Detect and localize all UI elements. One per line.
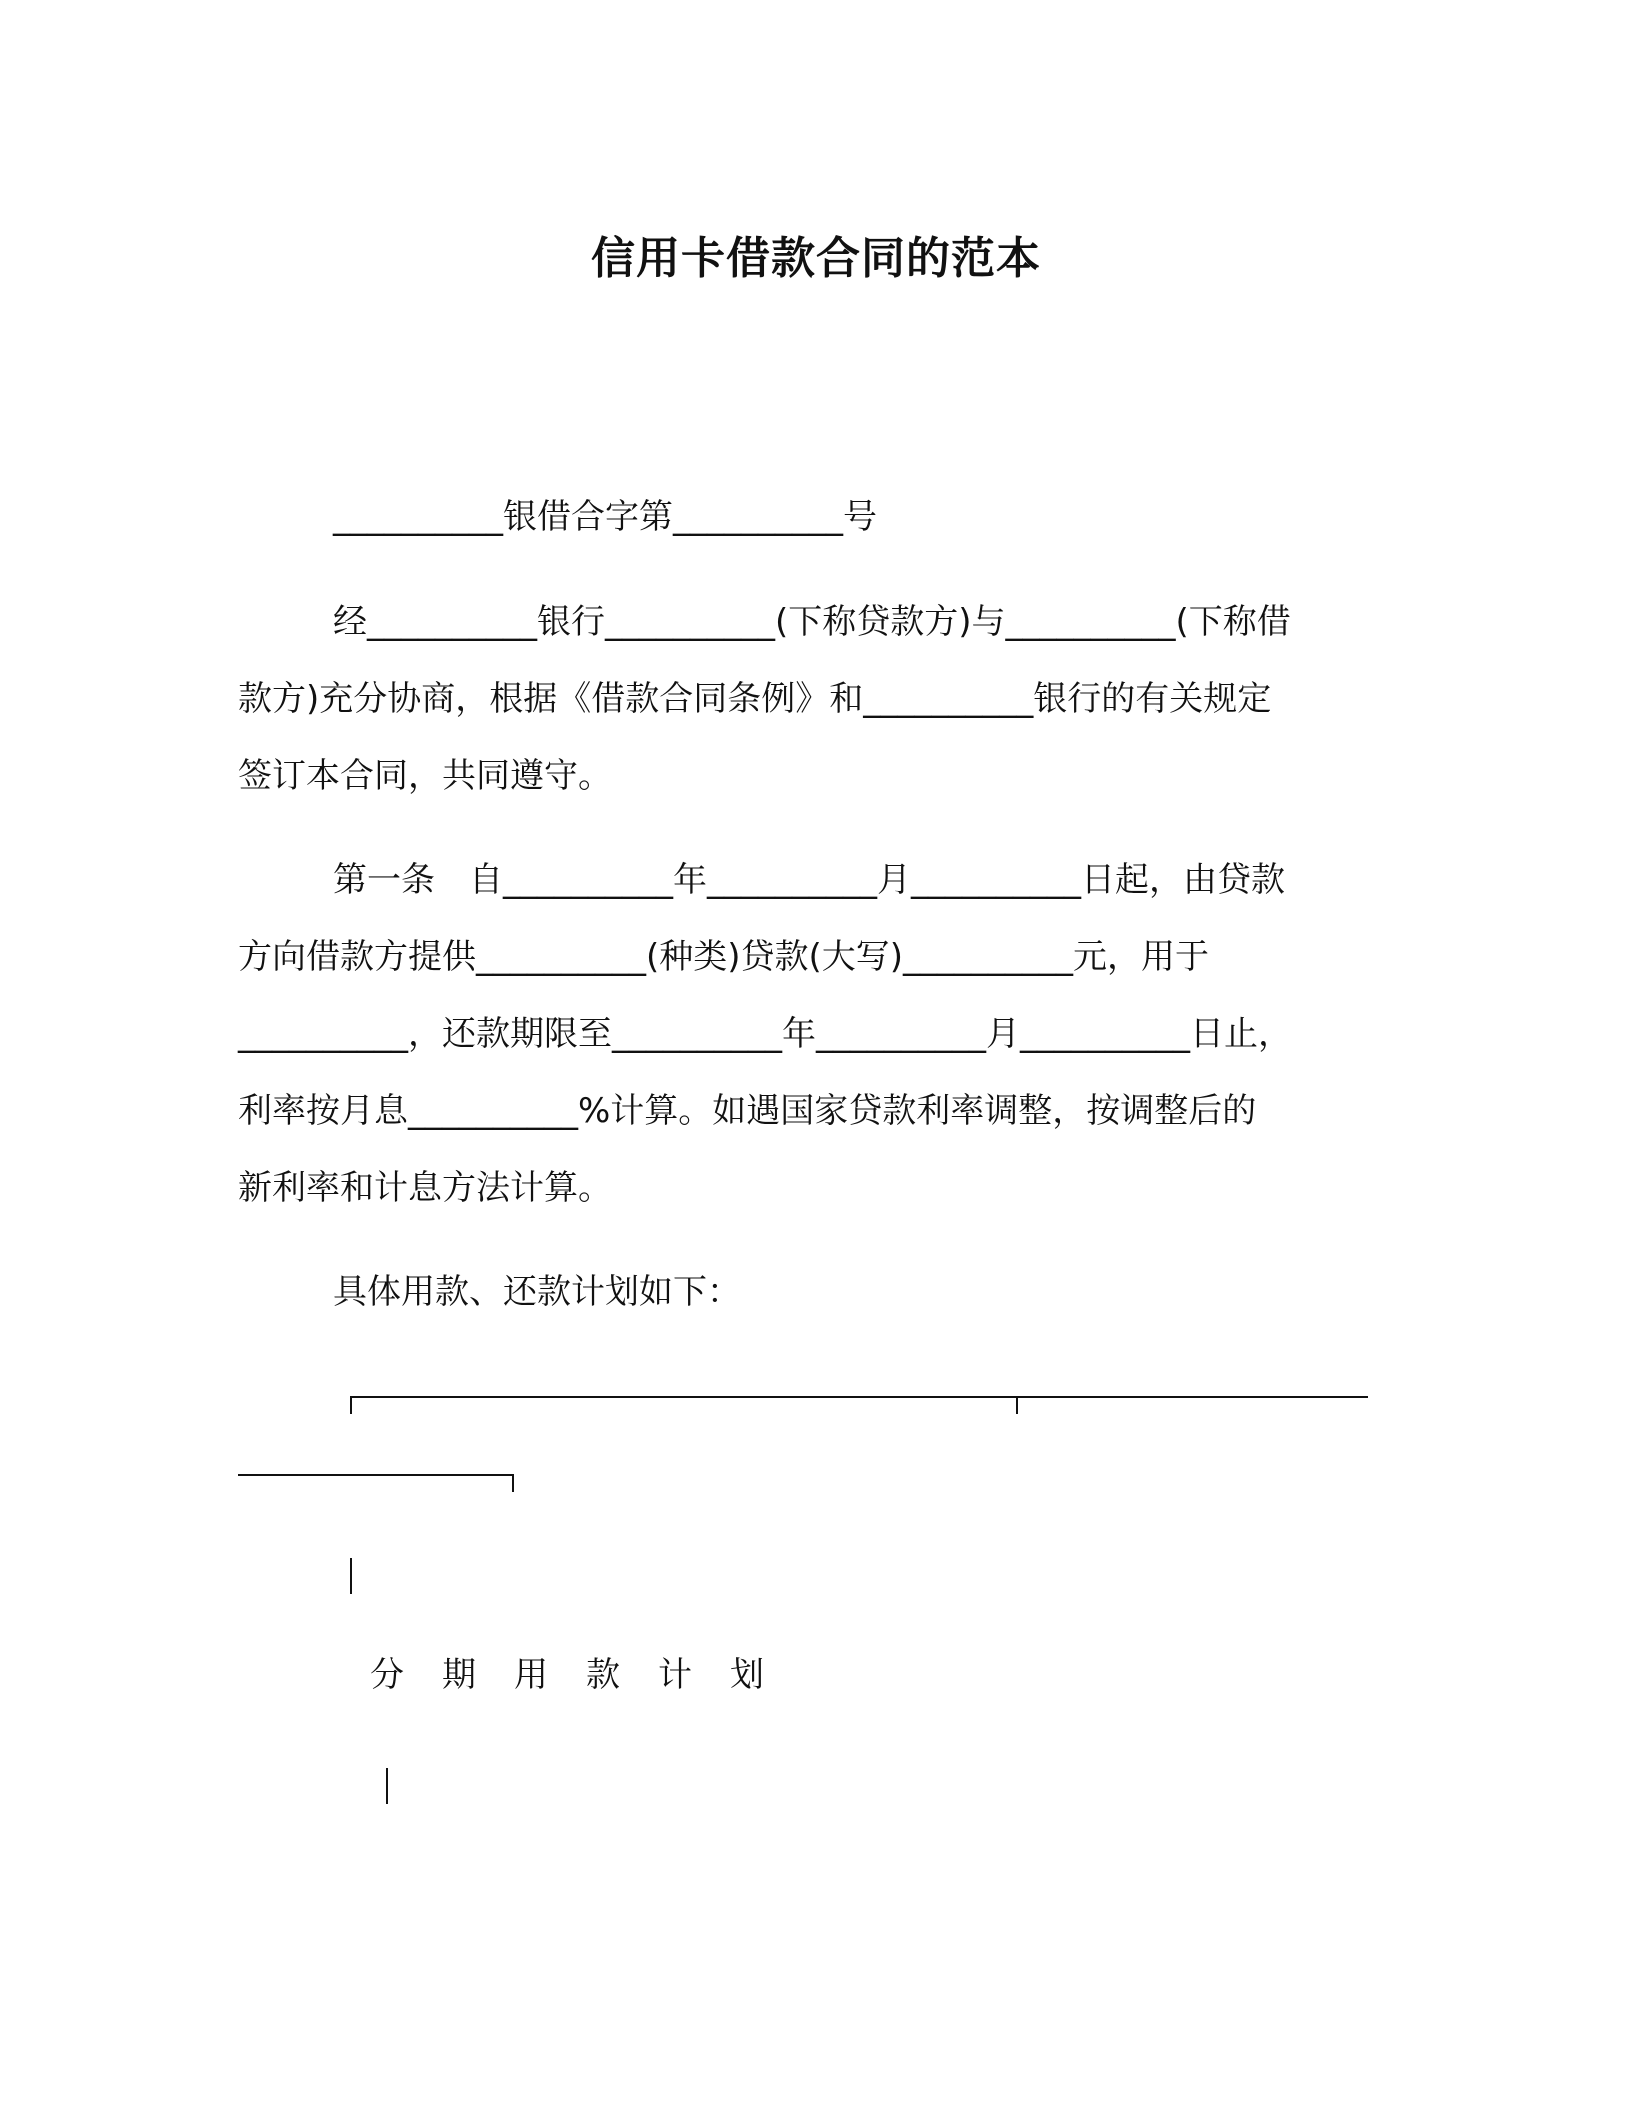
article-one-line-4: 利率按月息__________%计算。如遇国家贷款利率调整，按调整后的 (238, 1091, 1257, 1131)
article-one-line-3: __________，还款期限至__________年__________月__________日止， (238, 1014, 1292, 1054)
plan-intro-line: 具体用款、还款计划如下： (333, 1272, 741, 1312)
preamble-line-2: 款方)充分协商，根据《借款合同条例》和__________银行的有关规定 (238, 679, 1272, 719)
table-corner-left (350, 1396, 352, 1414)
table-left-border-segment (350, 1558, 352, 1594)
table-top-border (350, 1396, 1368, 1398)
preamble-line-3: 签订本合同，共同遵守。 (238, 756, 612, 796)
table-secondary-border (238, 1474, 514, 1476)
table-inner-border-segment (386, 1768, 388, 1804)
preamble-line-1: 经__________银行__________(下称贷款方)与__________(下称借 (333, 602, 1291, 642)
article-one-line-5: 新利率和计息方法计算。 (238, 1168, 612, 1208)
table-divider-tick (1016, 1396, 1018, 1414)
table-secondary-tick (512, 1474, 514, 1492)
article-one-line-2: 方向借款方提供__________(种类)贷款(大写)__________元，用于 (238, 937, 1210, 977)
table-heading: 分期用款计划 (370, 1655, 802, 1695)
article-one-line-1: 第一条 自__________年__________月__________日起，由贷款 (333, 860, 1285, 900)
document-title: 信用卡借款合同的范本 (591, 233, 1041, 284)
contract-number-line: __________银借合字第__________号 (333, 497, 877, 537)
